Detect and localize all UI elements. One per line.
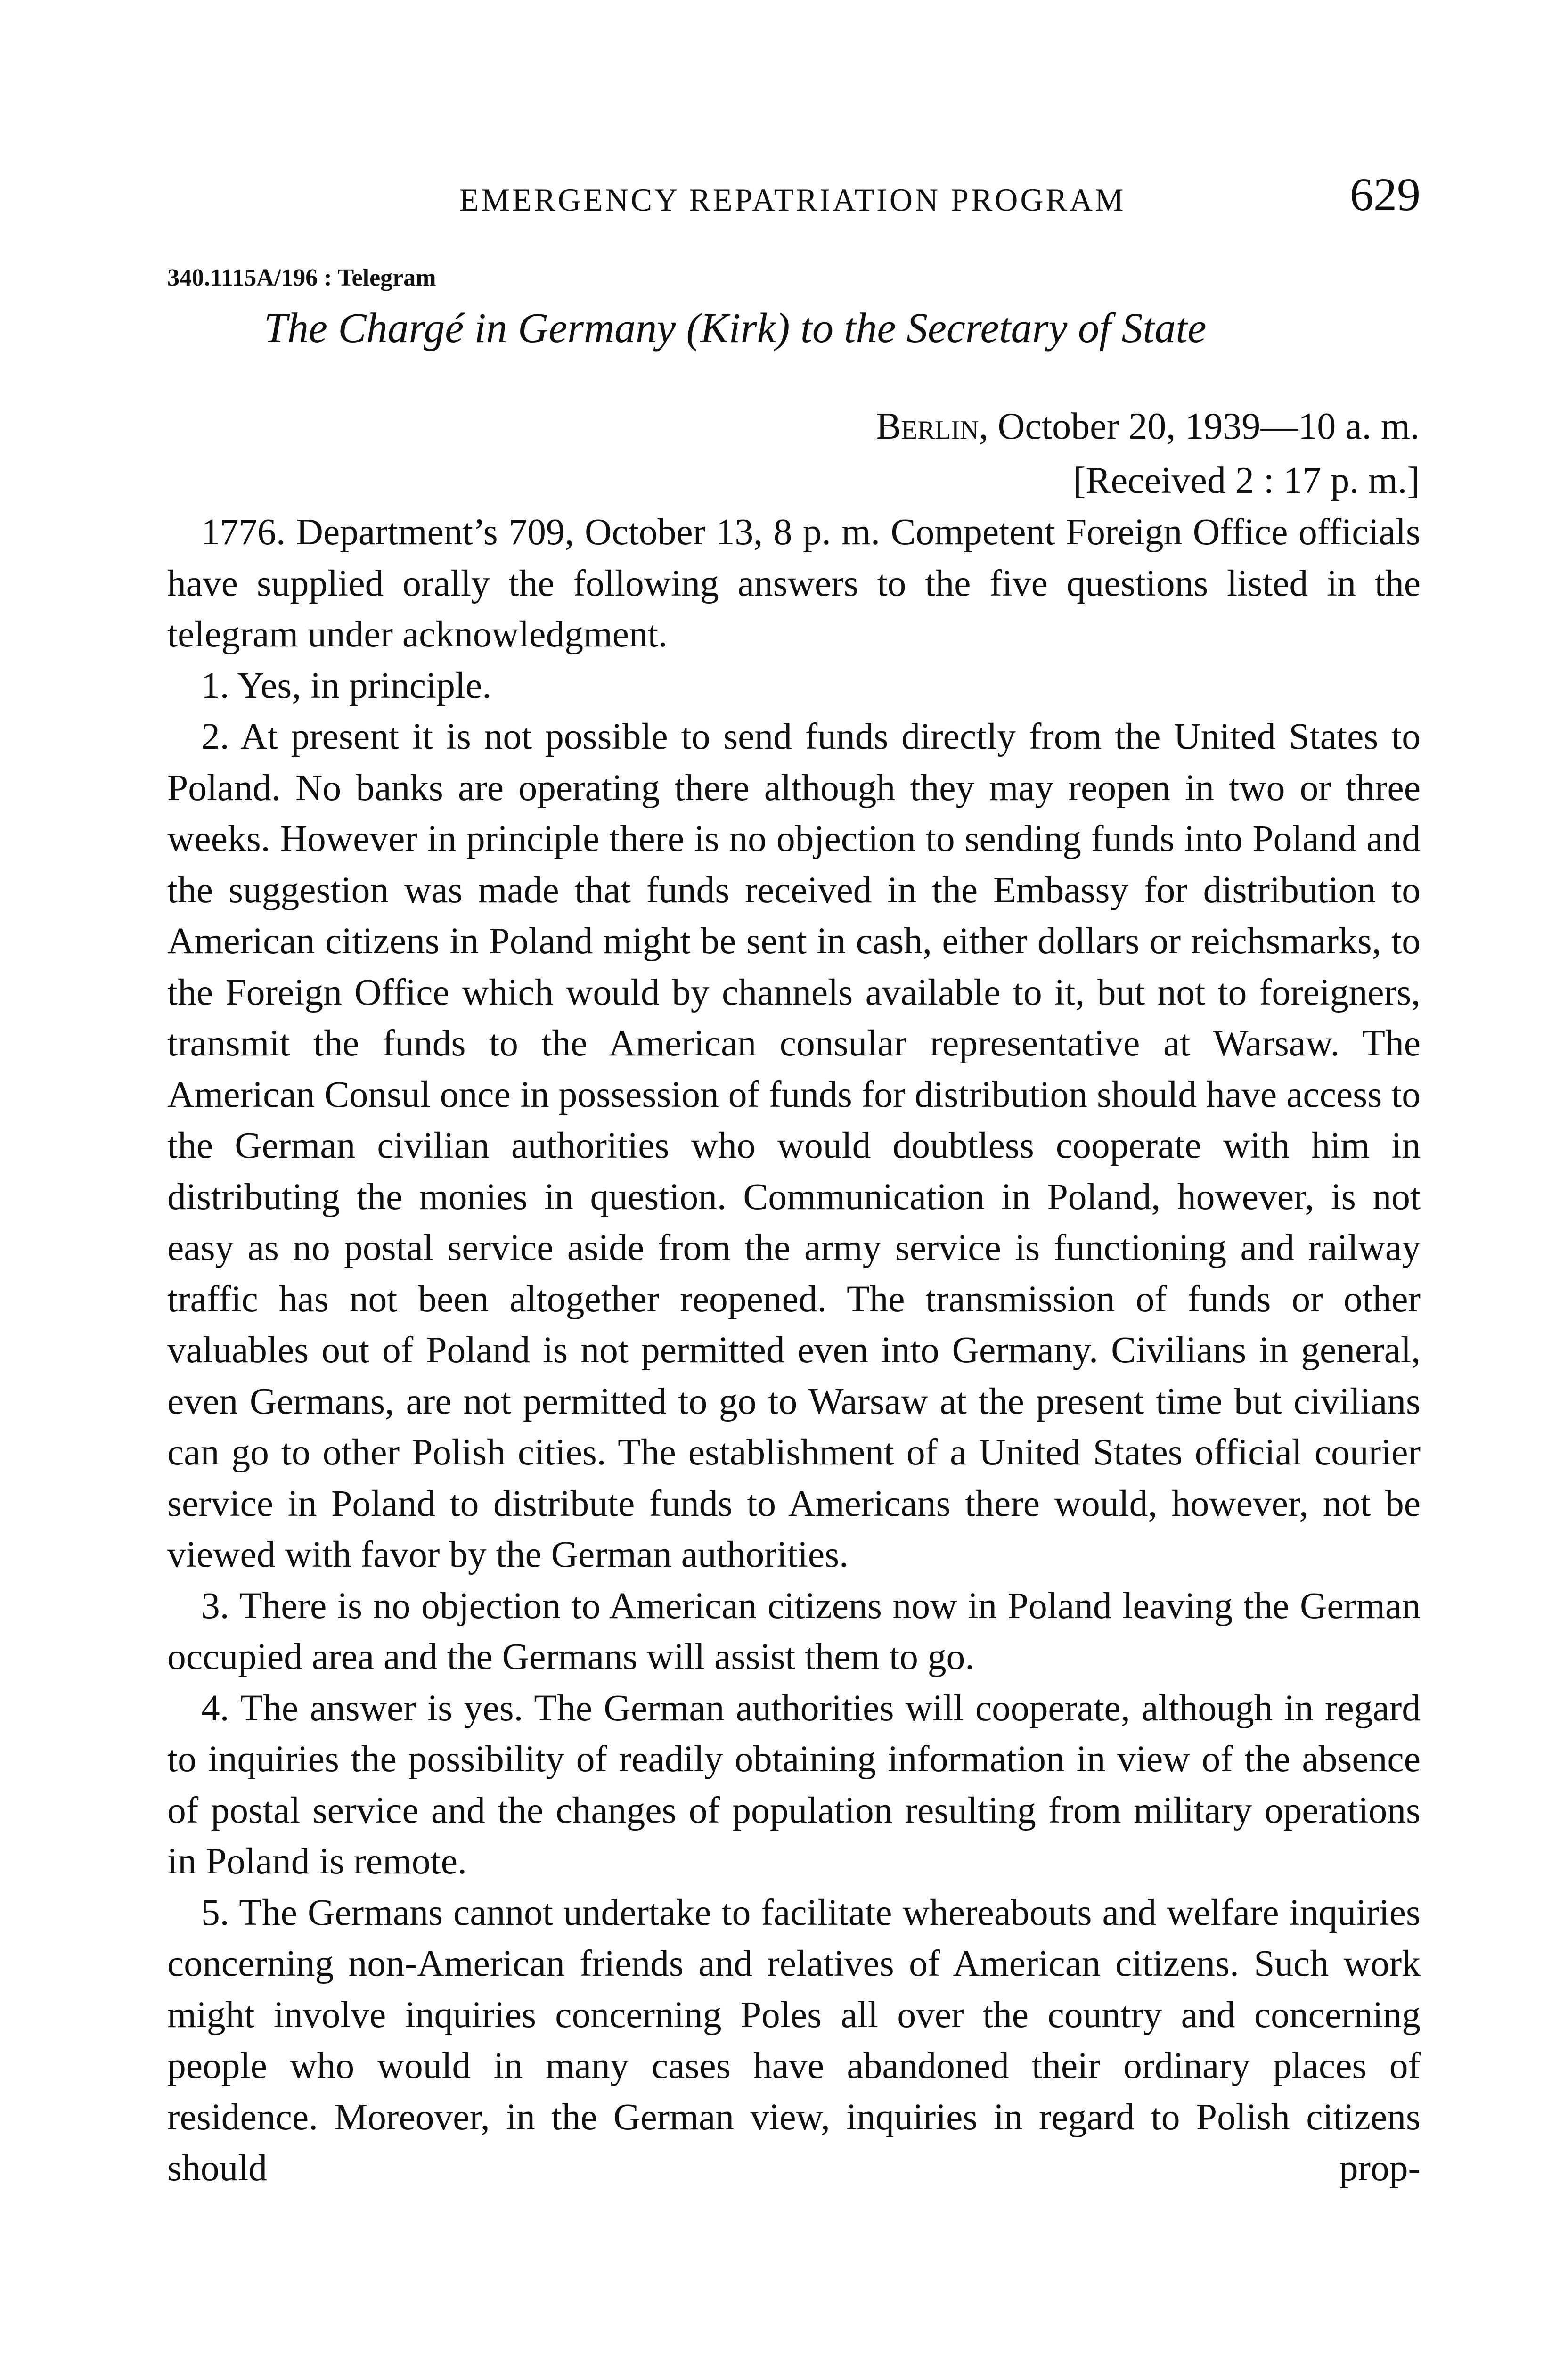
telegram-body xyxy=(167,507,1421,2194)
dateline xyxy=(876,405,1420,448)
paragraph-answer-1: 1. Yes, in principle. xyxy=(201,664,492,706)
running-head: EMERGENCY REPATRIATION PROGRAM xyxy=(459,182,1126,218)
page-header xyxy=(167,167,1421,229)
page-number: 629 xyxy=(1350,168,1421,221)
document-title: The Chargé in Germany (Kirk) to the Secretary of State xyxy=(264,305,1207,352)
paragraph-answer-3: 3. There is no objection to American citizens now in Poland leaving the German occupied area and the Germans will assist them to go. xyxy=(167,1585,1421,1677)
dateline-date: October 20, 1939—10 a. m. xyxy=(997,406,1420,447)
paragraph-answer-5: 5. The Germans cannot undertake to facilitate whereabouts and welfare inquiries concerning non-American friends and relatives of American citizens. Such work might involve inquiries concerning Poles all over the country and concerning people who would in many cases have abandoned their ordinary places of residence. Moreover, in the German view, inquiries in regard to Polish citizens should prop- xyxy=(167,1891,1421,2189)
received-time: [Received 2 : 17 p. m.] xyxy=(1073,460,1420,501)
dateline-city: Berlin, xyxy=(876,406,988,447)
paragraph-intro: 1776. Department’s 709, October 13, 8 p. m. Competent Foreign Office officials have supplied orally the following answers to the five questions listed in the telegram under acknowledgment. xyxy=(167,511,1421,655)
paragraph-answer-2: 2. At present it is not possible to send funds directly from the United States to Poland. No banks are operating there although they may reopen in two or three weeks. However in principle there is no objection to sending funds into Poland and the suggestion was made that funds received in the Embassy for distribution to American citizens in Poland might be sent in cash, either dollars or reichsmarks, to the Foreign Office which would by channels available to it, but not to foreigners, transmit the funds to the American consular representative at Warsaw. The American Consul once in possession of funds for distribution should have access to the German civilian authorities who would doubtless cooperate with him in distributing the monies in question. Communication in Poland, however, is not easy as no postal service aside from the army service is functioning and railway traffic has not been altogether reopened. The transmission of funds or other valuables out of Poland is not permitted even into Germany. Civilians in general, even Germans, are not permitted to go to Warsaw at the present time but civilians can go to other Polish cities. The establishment of a United States official courier service in Poland to distribute funds to Americans there would, however, not be viewed with favor by the German authorities. xyxy=(167,716,1421,1575)
paragraph-answer-4: 4. The answer is yes. The German authorities will cooperate, although in regard to inquiries the possibility of readily obtaining information in view of the absence of postal service and the changes of population resulting from military operations in Poland is remote. xyxy=(167,1687,1421,1882)
file-reference: 340.1115A/196 : Telegram xyxy=(167,264,436,291)
